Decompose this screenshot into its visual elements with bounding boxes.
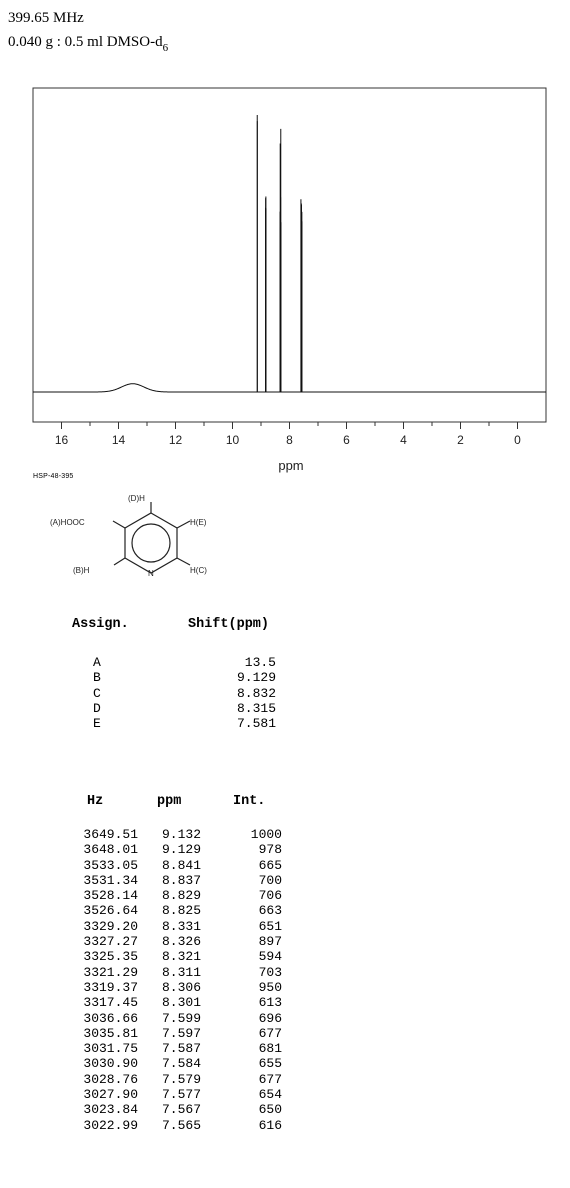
peak-ppm: 7.579 [161,1071,201,1087]
assignment-shift: 8.315 [236,700,276,716]
peak-int: 616 [258,1117,282,1133]
assignment-label: B [93,670,101,686]
peak-int: 696 [258,1010,282,1026]
sample-label [8,30,168,60]
bond-b [114,558,125,565]
assignment-shift: 9.129 [236,670,276,686]
label-e: H(E) [190,518,207,527]
assignment-label: A [93,655,101,670]
sample-text: 0.040 g : 0.5 ml DMSO-d [8,34,163,50]
pyridine-ring [125,513,177,573]
peak-hz: 3533.05 [83,857,138,873]
assignment-label: E [93,716,101,732]
label-a: (A)HOOC [50,518,85,527]
label-b: (B)H [73,566,90,575]
spectrum-baseline [33,384,546,392]
peak-ppm: 7.599 [161,1010,201,1026]
peak-int: 654 [258,1087,282,1103]
peak-int: 703 [258,964,282,980]
peak-int: 950 [258,979,282,995]
peak-ppm: 7.567 [161,1102,201,1118]
x-tick-label: 16 [54,433,69,447]
label-d: (D)H [128,494,145,503]
peak-int: 1000 [250,827,282,842]
peak-int: 897 [258,934,282,950]
sample-subscript: 6 [162,42,169,54]
peak-hz: 3023.84 [83,1102,138,1118]
spectrum-code-label: HSP-48-395 [33,473,74,480]
peak-ppm: 8.837 [161,872,201,888]
bond-a [113,521,125,528]
peak-int: 978 [258,842,282,858]
aromatic-circle [132,524,170,562]
peak-hz: 3317.45 [83,995,138,1011]
peak-hz: 3648.01 [83,842,138,858]
peak-hz: 3030.90 [83,1056,138,1072]
nicotinic-acid-structure [40,490,240,602]
peak-int: 677 [258,1071,282,1087]
label-c: H(C) [190,566,207,575]
peak-int: 677 [258,1025,282,1041]
peak-hz: 3321.29 [83,964,138,980]
peak-int: 665 [258,857,282,873]
hz-column-header: Hz [87,794,104,809]
peak-hz-column [68,827,138,1133]
peak-hz: 3027.90 [83,1087,138,1103]
assignment-labels [93,655,101,731]
plot-frame [33,88,546,422]
peak-int: 594 [258,949,282,965]
peak-ppm: 8.829 [161,888,201,904]
assignment-shift: 7.581 [236,716,276,732]
bond-e [177,521,190,528]
x-tick-label: 0 [514,433,521,447]
bond-c [177,558,190,565]
peak-hz: 3327.27 [83,934,138,950]
shift-column-header: Shift(ppm) [188,617,270,632]
peak-int: 613 [258,995,282,1011]
peak-int: 700 [258,872,282,888]
assignment-shift: 8.832 [236,685,276,701]
peak-ppm: 8.825 [161,903,201,919]
peak-hz: 3329.20 [83,918,138,934]
peak-hz: 3528.14 [83,888,138,904]
assignment-shifts [196,655,276,731]
peak-hz: 3526.64 [83,903,138,919]
assign-column-header: Assign. [72,617,129,632]
x-tick-label: 8 [286,433,293,447]
peak-hz: 3531.34 [83,872,138,888]
x-axis-ticks [55,422,521,447]
plot-border [33,88,546,422]
assignment-shift: 13.5 [244,655,276,670]
peak-ppm: 7.577 [161,1087,201,1103]
x-tick-label: 12 [168,433,183,447]
peak-ppm: 7.584 [161,1056,201,1072]
label-n: N [148,569,154,578]
peak-ppm: 8.306 [161,979,201,995]
peak-ppm: 8.311 [161,964,201,980]
peak-ppm: 8.301 [161,995,201,1011]
peak-ppm: 8.331 [161,918,201,934]
peak-hz: 3028.76 [83,1071,138,1087]
peak-hz: 3649.51 [83,827,138,842]
peak-ppm: 7.565 [161,1117,201,1133]
peak-int: 706 [258,888,282,904]
x-tick-label: 14 [111,433,126,447]
x-tick-label: 6 [343,433,350,447]
assignment-label: C [93,685,101,701]
peak-hz: 3031.75 [83,1041,138,1057]
peak-hz: 3022.99 [83,1117,138,1133]
x-tick-label: 10 [225,433,240,447]
peak-hz: 3036.66 [83,1010,138,1026]
peak-int: 651 [258,918,282,934]
int-column-header: Int. [233,794,266,809]
spectrum-header [8,6,168,60]
peak-ppm: 8.841 [161,857,201,873]
nmr-spectrum-chart [0,80,570,475]
peak-ppm: 7.587 [161,1041,201,1057]
peak-hz: 3325.35 [83,949,138,965]
x-tick-label: 4 [400,433,407,447]
peak-ppm: 9.129 [161,842,201,858]
peak-ppm: 7.597 [161,1025,201,1041]
frequency-label: 399.65 MHz [8,10,84,26]
peak-ppm: 8.321 [161,949,201,965]
ppm-column-header: ppm [157,794,182,809]
peak-int: 663 [258,903,282,919]
peak-ppm: 9.132 [161,827,201,842]
peak-hz: 3319.37 [83,979,138,995]
peak-hz: 3035.81 [83,1025,138,1041]
peak-ppm: 8.326 [161,934,201,950]
assignment-label: D [93,700,101,716]
peak-int: 650 [258,1102,282,1118]
x-axis-label: ppm [278,458,304,473]
peak-int: 681 [258,1041,282,1057]
peak-ppm-column [146,827,201,1133]
peak-int-column [226,827,282,1133]
x-tick-label: 2 [457,433,464,447]
peak-int: 655 [258,1056,282,1072]
spectrum-trace [33,115,546,392]
